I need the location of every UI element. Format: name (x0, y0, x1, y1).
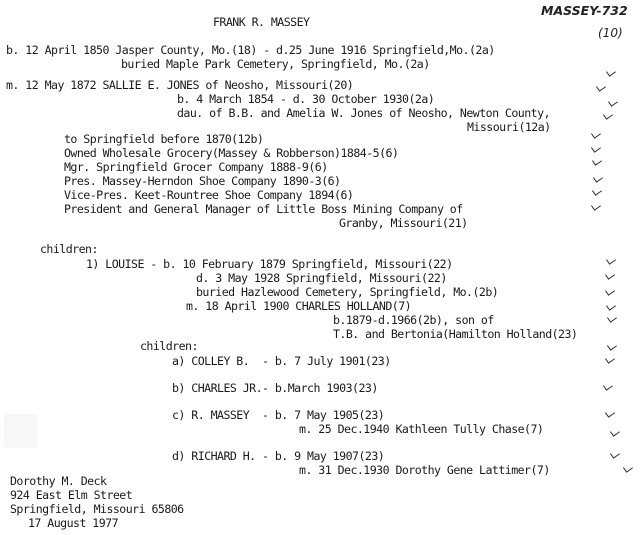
grandchildren-heading: children: (140, 339, 198, 353)
career-line: President and General Manager of Little Boss Mining Company of (64, 202, 463, 216)
check-mark-icon (591, 129, 601, 139)
career-line: Vice-Pres. Keet-Rountree Shoe Company 1894(6) (64, 188, 354, 202)
grandchild-d: d) RICHARD H. - b. 9 May 1907(23) (172, 449, 385, 463)
compiler-street: 924 East Elm Street (10, 488, 133, 502)
child-louise-burial: buried Hazlewood Cemetery, Springfield, Mo.(2b) (196, 285, 499, 299)
check-mark-icon (605, 286, 615, 296)
grandchild-b: b) CHARLES JR.- b.March 1903(23) (172, 381, 378, 395)
compiler-city: Springfield, Missouri 65806 (10, 502, 184, 516)
child-louise-marriage: m. 18 April 1900 CHARLES HOLLAND(7) (186, 299, 412, 313)
career-line: Pres. Massey-Herndon Shoe Company 1890-3(6) (64, 174, 341, 188)
career-line: Owned Wholesale Grocery(Massey & Robberson)1884-5(6) (64, 146, 399, 160)
child-louise: 1) LOUISE - b. 10 February 1879 Springfield, Missouri(22) (86, 257, 453, 271)
check-mark-icon (608, 97, 618, 107)
child-louise-spouse-parents: T.B. and Bertonia(Hamilton Holland(23) (333, 327, 578, 341)
grandchild-c-marriage: m. 25 Dec.1940 Kathleen Tully Chase(7) (299, 422, 544, 436)
check-mark-icon (603, 381, 613, 391)
compiler-name: Dorothy M. Deck (10, 474, 107, 488)
compiler-date: 17 August 1977 (28, 516, 119, 530)
check-mark-icon (606, 255, 616, 265)
paper-smudge (4, 414, 38, 448)
check-mark-icon (607, 313, 617, 323)
page-title: FRANK R. MASSEY (213, 15, 310, 29)
check-mark-icon (623, 463, 633, 473)
marriage-line: m. 12 May 1872 SALLIE E. JONES of Neosho, Missouri(20) (6, 78, 354, 92)
grandchild-c: c) R. MASSEY - b. 7 May 1905(23) (172, 408, 385, 422)
career-line: Mgr. Springfield Grocer Company 1888-9(6) (64, 160, 328, 174)
birth-line: b. 12 April 1850 Jasper County, Mo.(18) - d.25 June 1916 Springfield,Mo.(2a) (6, 43, 495, 57)
career-line: to Springfield before 1870(12b) (64, 132, 264, 146)
spouse-parents: dau. of B.B. and Amelia W. Jones of Neosho, Newton County, (177, 106, 550, 120)
check-mark-icon (607, 341, 617, 351)
check-mark-icon (605, 354, 615, 364)
check-mark-icon (605, 408, 615, 418)
check-mark-icon (596, 82, 606, 92)
check-mark-icon (591, 201, 601, 211)
burial-line: buried Maple Park Cemetery, Springfield, Mo.(2a) (121, 57, 430, 71)
check-mark-icon (610, 449, 620, 459)
check-mark-icon (606, 67, 616, 77)
check-mark-icon (591, 143, 601, 153)
child-louise-spouse: b.1879-d.1966(2b), son of (333, 313, 494, 327)
check-mark-icon (606, 301, 616, 311)
check-mark-icon (593, 173, 603, 183)
spouse-parents-cont: Missouri(12a) (467, 120, 551, 134)
child-louise-death: d. 3 May 1928 Springfield, Missouri(22) (196, 271, 447, 285)
page-annotation: (10) (598, 26, 623, 40)
id-annotation: MASSEY-732 (541, 3, 628, 18)
check-mark-icon (603, 110, 613, 120)
children-heading: children: (40, 242, 98, 256)
spouse-dates: b. 4 March 1854 - d. 30 October 1930(2a) (177, 92, 435, 106)
check-mark-icon (605, 270, 615, 280)
grandchild-d-marriage: m. 31 Dec.1930 Dorothy Gene Lattimer(7) (299, 463, 550, 477)
check-mark-icon (610, 427, 620, 437)
check-mark-icon (592, 186, 602, 196)
grandchild-a: a) COLLEY B. - b. 7 July 1901(23) (172, 354, 391, 368)
check-mark-icon (592, 156, 602, 166)
career-line: Granby, Missouri(21) (339, 216, 468, 230)
